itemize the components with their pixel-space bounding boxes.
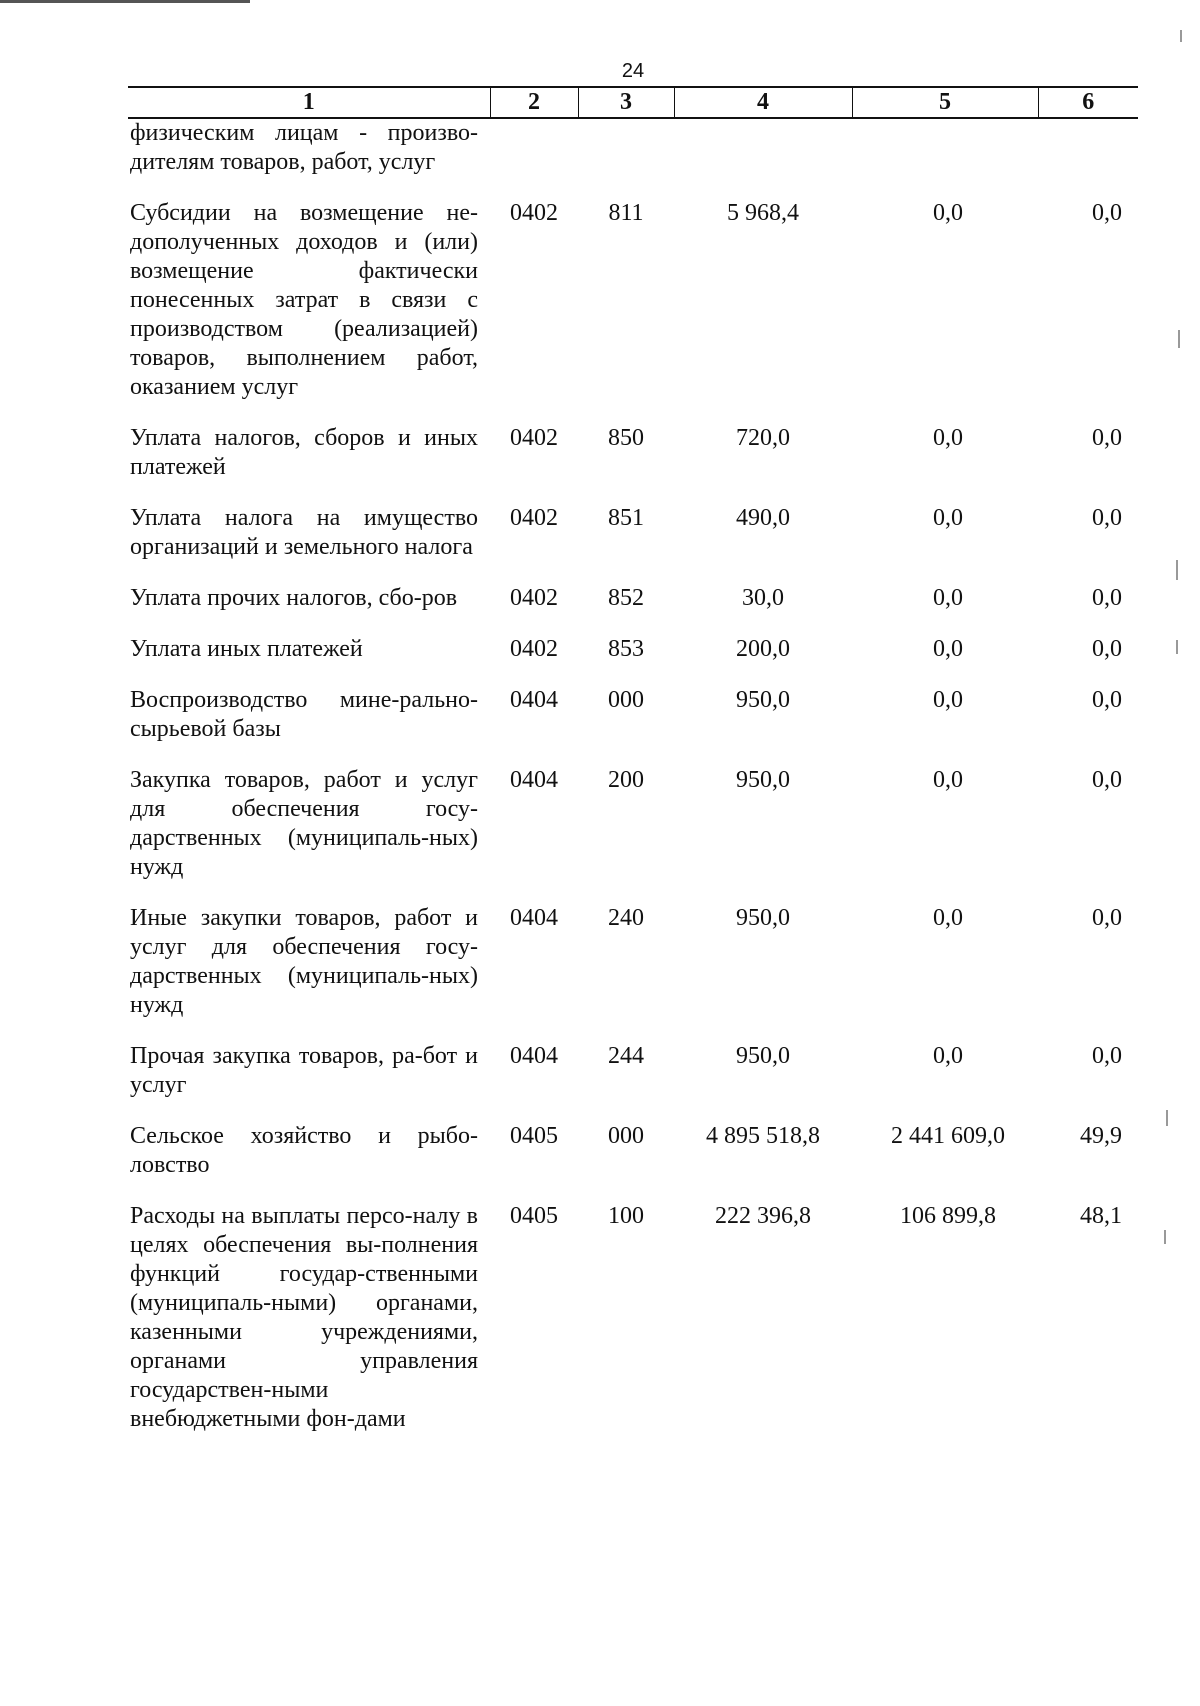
row-description: Воспроизводство мине-рально-сырьевой базы <box>130 687 478 742</box>
column-header-5: 5 <box>852 87 1038 118</box>
row-executed-amount: 0,0 <box>933 425 963 451</box>
row-section-code: 0404 <box>510 905 558 931</box>
row-planned-amount: 720,0 <box>736 425 790 451</box>
table-row <box>128 1202 1138 1434</box>
table-row <box>128 1122 1138 1180</box>
column-header-3: 3 <box>578 87 674 118</box>
row-percent: 0,0 <box>1092 767 1122 793</box>
row-planned-amount: 950,0 <box>736 687 790 713</box>
row-description: Закупка товаров, работ и услуг для обеспечения госу-дарственных (муниципаль-ных) нужд <box>130 767 478 880</box>
row-section-code: 0402 <box>510 505 558 531</box>
table-row <box>128 1042 1138 1100</box>
row-executed-amount: 0,0 <box>933 767 963 793</box>
row-section-code: 0404 <box>510 767 558 793</box>
column-header-4: 4 <box>674 87 852 118</box>
row-expense-type: 240 <box>608 905 644 931</box>
row-planned-amount: 5 968,4 <box>727 200 799 226</box>
table-row <box>128 118 1138 177</box>
row-planned-amount: 222 396,8 <box>715 1203 811 1229</box>
row-expense-type: 000 <box>608 1123 644 1149</box>
row-section-code: 0404 <box>510 687 558 713</box>
row-executed-amount: 0,0 <box>933 585 963 611</box>
row-executed-amount: 0,0 <box>933 687 963 713</box>
scan-speck <box>1176 640 1178 654</box>
row-planned-amount: 200,0 <box>736 636 790 662</box>
scan-speck <box>1178 330 1180 348</box>
row-percent: 0,0 <box>1092 687 1122 713</box>
row-executed-amount: 0,0 <box>933 905 963 931</box>
row-expense-type <box>578 118 674 177</box>
row-planned-amount: 950,0 <box>736 767 790 793</box>
scan-speck <box>1166 1110 1168 1126</box>
table-row <box>128 584 1138 613</box>
column-header-1: 1 <box>128 87 490 118</box>
row-expense-type: 852 <box>608 585 644 611</box>
row-executed-amount: 0,0 <box>933 505 963 531</box>
scan-speck <box>1180 30 1182 42</box>
row-percent: 0,0 <box>1092 636 1122 662</box>
row-planned-amount: 950,0 <box>736 905 790 931</box>
row-expense-type: 850 <box>608 425 644 451</box>
row-executed-amount: 0,0 <box>933 200 963 226</box>
row-section-code: 0402 <box>510 636 558 662</box>
row-percent: 0,0 <box>1092 905 1122 931</box>
row-expense-type: 853 <box>608 636 644 662</box>
row-description: физическим лицам - произво-дителям товаров, работ, услуг <box>130 120 478 175</box>
row-section-code: 0405 <box>510 1203 558 1229</box>
row-percent: 0,0 <box>1092 1043 1122 1069</box>
row-section-code: 0404 <box>510 1043 558 1069</box>
row-description: Расходы на выплаты персо-налу в целях обеспечения вы-полнения функций государ-ственными (муниципаль-ными) органами, казенными учреждениями, органами управления государствен-ными внебюджетными фон-дами <box>130 1203 478 1432</box>
row-planned-amount <box>674 118 852 177</box>
row-expense-type: 100 <box>608 1203 644 1229</box>
row-executed-amount: 0,0 <box>933 636 963 662</box>
row-description: Уплата прочих налогов, сбо-ров <box>130 585 458 611</box>
column-header-6: 6 <box>1038 87 1138 118</box>
row-percent: 0,0 <box>1092 585 1122 611</box>
scan-edge-mark <box>0 0 1200 3</box>
row-expense-type: 811 <box>608 200 644 226</box>
row-section-code: 0402 <box>510 585 558 611</box>
row-planned-amount: 950,0 <box>736 1043 790 1069</box>
row-expense-type: 200 <box>608 767 644 793</box>
column-header-2: 2 <box>490 87 578 118</box>
row-description: Сельское хозяйство и рыбо-ловство <box>130 1123 478 1178</box>
row-percent <box>1038 118 1138 177</box>
row-section-code <box>490 118 578 177</box>
table-row <box>128 766 1138 882</box>
row-executed-amount: 0,0 <box>933 1043 963 1069</box>
page-number: 24 <box>621 60 645 82</box>
row-expense-type: 000 <box>608 687 644 713</box>
row-percent: 0,0 <box>1092 505 1122 531</box>
row-expense-type: 244 <box>608 1043 644 1069</box>
row-description: Иные закупки товаров, работ и услуг для обеспечения госу-дарственных (муниципаль-ных) нужд <box>130 905 478 1018</box>
row-executed-amount: 106 899,8 <box>900 1203 996 1229</box>
table-row <box>128 504 1138 562</box>
table-header-row <box>128 87 1138 118</box>
budget-table <box>128 86 1138 1434</box>
table-row <box>128 904 1138 1020</box>
row-section-code: 0402 <box>510 425 558 451</box>
row-percent: 48,1 <box>1080 1203 1122 1229</box>
row-description: Уплата налога на имущество организаций и земельного налога <box>130 505 478 560</box>
table-row <box>128 686 1138 744</box>
row-description: Уплата налогов, сборов и иных платежей <box>130 425 478 480</box>
table-row <box>128 635 1138 664</box>
row-percent: 0,0 <box>1092 200 1122 226</box>
row-percent: 0,0 <box>1092 425 1122 451</box>
row-section-code: 0402 <box>510 200 558 226</box>
table-row <box>128 424 1138 482</box>
row-planned-amount: 4 895 518,8 <box>706 1123 820 1149</box>
row-executed-amount <box>852 118 1038 177</box>
table-row <box>128 199 1138 402</box>
row-planned-amount: 490,0 <box>736 505 790 531</box>
scan-speck <box>1164 1230 1166 1244</box>
row-description: Уплата иных платежей <box>130 636 363 662</box>
row-executed-amount: 2 441 609,0 <box>891 1123 1005 1149</box>
row-description: Прочая закупка товаров, ра-бот и услуг <box>130 1043 478 1098</box>
row-description: Субсидии на возмещение не-дополученных доходов и (или) возмещение фактически понесенных затрат в связи с производством (реализацией) товаров, выполнением работ, оказанием услуг <box>130 200 478 400</box>
row-planned-amount: 30,0 <box>742 585 784 611</box>
row-expense-type: 851 <box>608 505 644 531</box>
scan-speck <box>1176 560 1178 580</box>
row-percent: 49,9 <box>1080 1123 1122 1149</box>
row-section-code: 0405 <box>510 1123 558 1149</box>
